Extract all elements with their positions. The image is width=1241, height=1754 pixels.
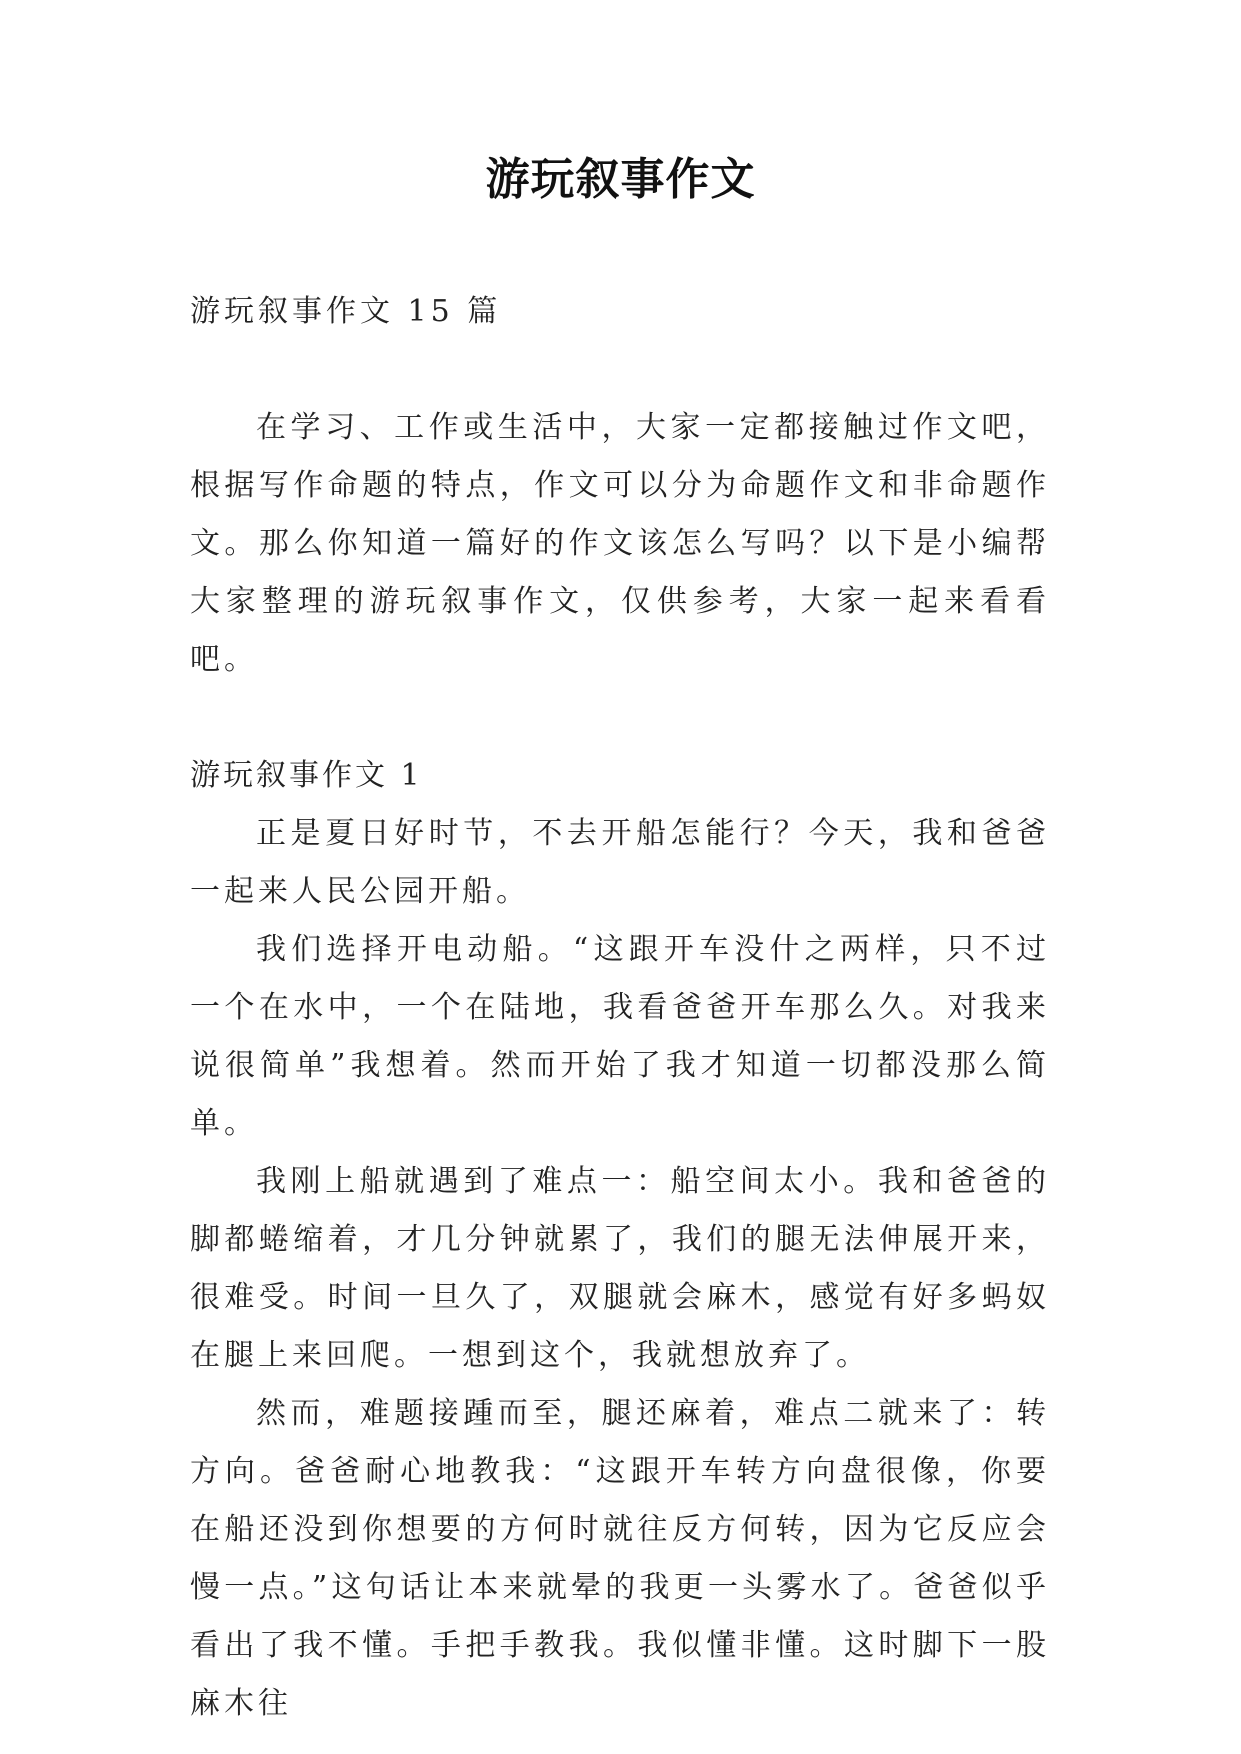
document-title: 游玩叙事作文: [485, 154, 756, 205]
essay-paragraph-3: 我刚上船就遇到了难点一：船空间太小。我和爸爸的脚都蜷缩着，才几分钟就累了，我们的腿无法伸展开来，很难受。时间一旦久了，双腿就会麻木，感觉有好多蚂奴在腿上来回爬。一想到这个，我就想放弃了。: [190, 1164, 1050, 1373]
essay-paragraph-4: 然而，难题接踵而至，腿还麻着，难点二就来了：转方向。爸爸耐心地教我：“这跟开车转方向盘很像，你要在船还没到你想要的方何时就往反方何转，因为它反应会慢一点。”这句话让本来就晕的我更一头雾水了。爸爸似乎看出了我不懂。手把手教我。我似懂非懂。这时脚下一股麻木往: [190, 1396, 1050, 1721]
document-body: [190, 283, 1050, 1733]
essay-paragraph-2: 我们选择开电动船。“这跟开车没什之两样，只不过一个在水中，一个在陆地，我看爸爸开车那么久。对我来说很简单”我想着。然而开始了我才知道一切都没那么简单。: [190, 932, 1050, 1141]
document-subtitle: 游玩叙事作文 15 篇: [190, 294, 502, 329]
essay-paragraph-1: 正是夏日好时节，不去开船怎能行？今天，我和爸爸一起来人民公园开船。: [190, 816, 1050, 909]
intro-paragraph: 在学习、工作或生活中，大家一定都接触过作文吧，根据写作命题的特点，作文可以分为命题作文和非命题作文。那么你知道一篇好的作文该怎么写吗？以下是小编帮大家整理的游玩叙事作文，仅供参考，大家一起来看看吧。: [190, 410, 1050, 677]
essay-heading: 游玩叙事作文 1: [190, 758, 423, 793]
